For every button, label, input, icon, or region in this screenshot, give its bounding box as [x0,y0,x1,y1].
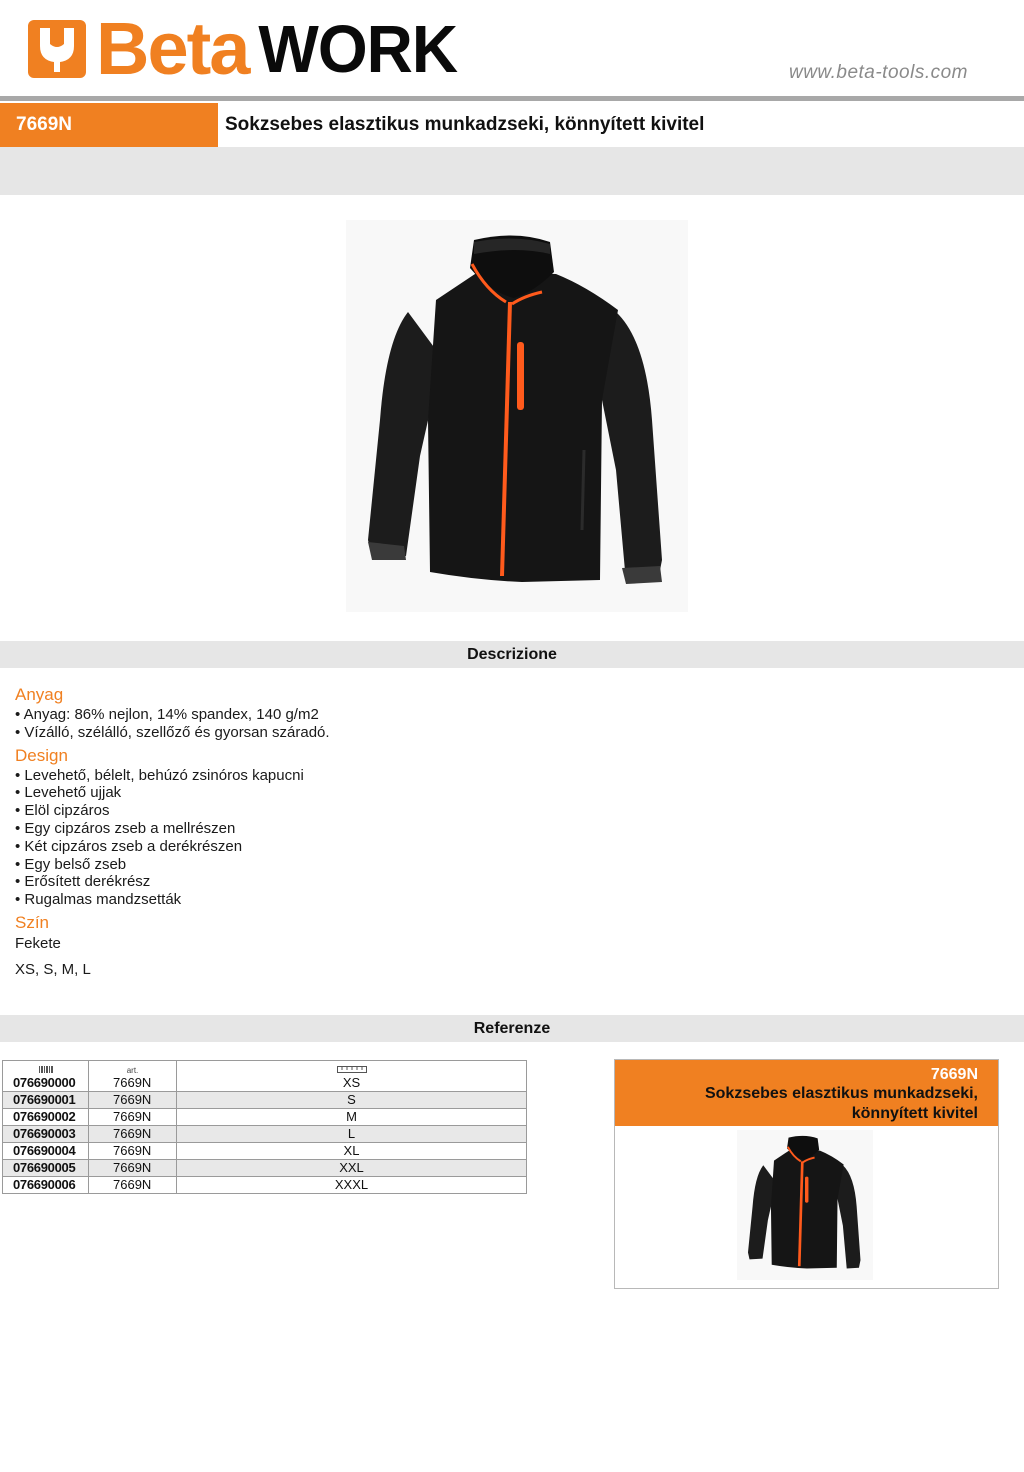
header-divider [0,96,1024,101]
list-item: • Vízálló, szélálló, szellőző és gyorsan száradó. [15,724,715,742]
material-list [15,706,715,742]
item-size: XS [177,1075,527,1092]
item-code: 076690004 [3,1143,89,1160]
list-item: • Elöl cipzáros [15,802,715,820]
product-code: 7669N [0,103,218,147]
list-item: • Rugalmas mandzsetták [15,891,715,909]
product-image [346,220,688,612]
references-section-header: Referenze [0,1015,1024,1042]
item-size: XL [177,1143,527,1160]
card-title-line2: könnyített kivitel [851,1105,978,1122]
color-heading: Szín [15,912,50,932]
product-card[interactable] [614,1059,999,1289]
item-code: 076690001 [3,1092,89,1109]
item-art: 7669N [89,1160,177,1177]
item-art: 7669N [89,1126,177,1143]
logo-text-beta: Beta [96,7,249,90]
list-item: • Egy belső zseb [15,856,715,874]
card-product-code: 7669N [930,1066,978,1083]
table-row [3,1177,527,1194]
description-body [15,684,715,980]
item-code: 076690002 [3,1109,89,1126]
logo-text-work: WORK [258,11,458,87]
table-row [3,1075,527,1092]
list-item: • Anyag: 86% nejlon, 14% spandex, 140 g/m2 [15,706,715,724]
ruler-icon [337,1066,367,1073]
item-code: 076690005 [3,1160,89,1177]
item-art: 7669N [89,1109,177,1126]
item-art: 7669N [89,1177,177,1194]
list-item: • Két cipzáros zseb a derékrészen [15,838,715,856]
list-item: • Levehető, bélelt, behúzó zsinóros kapucni [15,767,715,785]
barcode-icon [39,1066,53,1073]
title-band [0,147,1024,195]
reference-table [2,1060,527,1194]
item-size: XXXL [177,1177,527,1194]
list-item: • Levehető ujjak [15,784,715,802]
item-art: 7669N [89,1092,177,1109]
description-section-header: Descrizione [0,641,1024,668]
product-title: Sokzsebes elasztikus munkadzseki, könnyített kivitel [225,114,705,135]
table-row [3,1109,527,1126]
item-art: 7669N [89,1143,177,1160]
item-code: 076690003 [3,1126,89,1143]
design-list [15,767,715,909]
table-row [3,1092,527,1109]
item-size: S [177,1092,527,1109]
barcode-column-header [3,1061,89,1075]
design-heading: Design [15,745,68,765]
product-card-header [615,1060,998,1126]
color-value: Fekete [15,934,61,952]
item-size: L [177,1126,527,1143]
wrench-logo-icon [26,18,88,80]
size-column-header [177,1061,527,1075]
material-heading: Anyag [15,685,64,704]
table-header-row [3,1061,527,1075]
item-art: 7669N [89,1075,177,1092]
item-size: XXL [177,1160,527,1177]
jacket-image-icon [346,220,688,612]
art-column-header: art. [89,1061,177,1075]
sizes-value: XS, S, M, L [15,960,91,978]
card-title-line1: Sokzsebes elasztikus munkadzseki, [704,1085,978,1102]
item-code: 076690000 [3,1075,89,1092]
website-link[interactable]: www.beta-tools.com [788,62,968,83]
list-item: • Egy cipzáros zseb a mellrészen [15,820,715,838]
table-row [3,1143,527,1160]
item-code: 076690006 [3,1177,89,1194]
brand-logo [26,7,458,90]
table-row [3,1160,527,1177]
item-size: M [177,1109,527,1126]
table-row [3,1126,527,1143]
card-product-image [737,1130,873,1280]
jacket-thumbnail-icon [737,1130,873,1280]
list-item: • Erősített derékrész [15,873,715,891]
